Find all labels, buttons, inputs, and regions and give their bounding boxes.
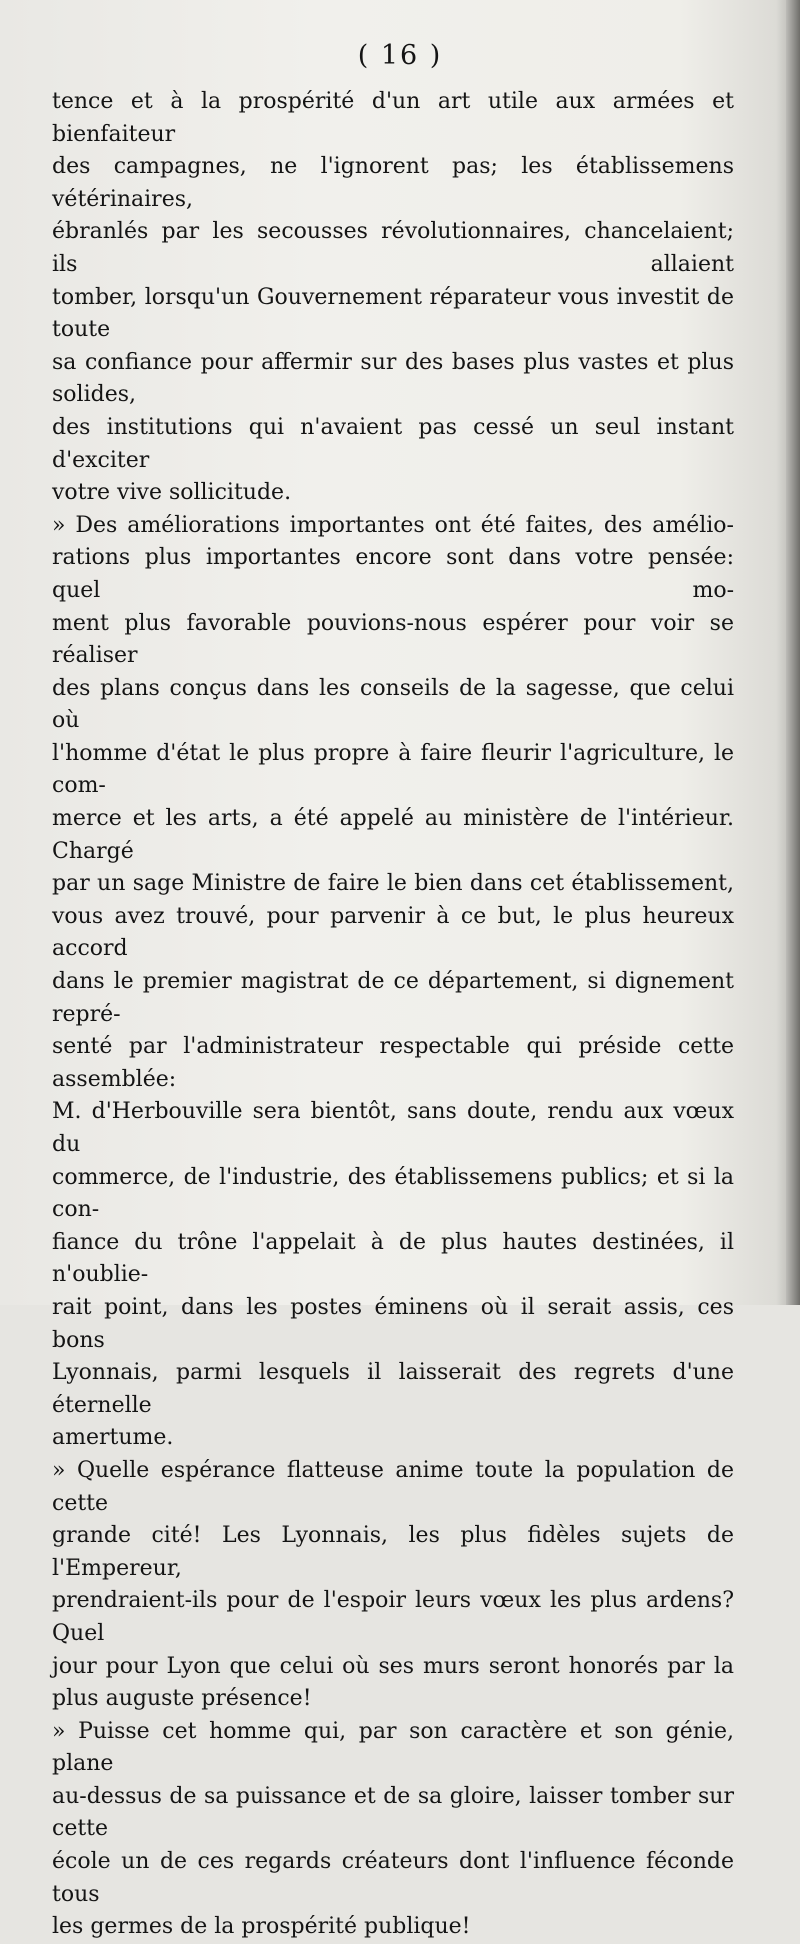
text-line: tence et à la prospérité d'un art utile aux armées et bienfaiteur	[52, 89, 734, 147]
page-edge-shadow	[786, 0, 800, 1305]
text-line: prendraient-ils pour de l'espoir leurs vœux les plus ardens? Quel	[52, 1588, 734, 1646]
text-line: senté par l'administrateur respectable qui préside cette assemblée:	[52, 1034, 734, 1092]
text-line: des plans conçus dans les conseils de la sagesse, que celui où	[52, 675, 734, 734]
text-line: ébranlés par les secousses révolutionnaires, chancelaient; ils allaient	[52, 219, 734, 277]
text-line: » Des améliorations importantes ont été faites, des amélio-	[52, 512, 734, 538]
text-line: merce et les arts, a été appelé au ministère de l'intérieur. Chargé	[52, 806, 734, 864]
text-line: tomber, lorsqu'un Gouvernement réparateur vous investit de toute	[52, 284, 734, 343]
text-line: des campagnes, ne l'ignorent pas; les établissemens vétérinaires,	[52, 154, 734, 212]
paragraph	[52, 1716, 734, 1944]
text-line: école un de ces regards créateurs dont l'influence féconde tous	[52, 1849, 734, 1907]
text-line: jour pour Lyon que celui où ses murs seront honorés par la	[52, 1653, 734, 1679]
text-line: par un sage Ministre de faire le bien dans cet établissement,	[52, 871, 734, 897]
text-line: fiance du trône l'appelait à de plus hautes destinées, il n'oublie-	[52, 1229, 734, 1288]
text-line: votre vive sollicitude.	[52, 480, 292, 506]
text-line: » Puisse cet homme qui, par son caractère et son génie, plane	[52, 1718, 734, 1777]
text-line: Lyonnais, parmi lesquels il laisserait des regrets d'une éternelle	[52, 1360, 734, 1418]
text-line: plus auguste présence!	[52, 1686, 312, 1712]
text-line: grande cité! Les Lyonnais, les plus fidèles sujets de l'Empereur,	[52, 1523, 734, 1581]
text-line: les germes de la prospérité publique!	[52, 1914, 471, 1940]
text-line: M. d'Herbouville sera bientôt, sans doute, rendu aux vœux du	[52, 1099, 734, 1157]
page-number: ( 16 )	[357, 40, 443, 71]
text-line: ment plus favorable pouvions-nous espérer pour voir se réaliser	[52, 610, 734, 669]
text-line: rations plus importantes encore sont dans votre pensée: quel mo-	[52, 545, 734, 603]
text-line: vous avez trouvé, pour parvenir à ce but, le plus heureux accord	[52, 903, 734, 962]
text-line: dans le premier magistrat de ce département, si dignement repré-	[52, 969, 734, 1027]
paragraph	[52, 510, 734, 1455]
paragraph	[52, 86, 734, 510]
text-line: au-dessus de sa puissance et de sa gloire, laisser tomber sur cette	[52, 1783, 734, 1842]
text-line: l'homme d'état le plus propre à faire fleurir l'agriculture, le com-	[52, 740, 734, 799]
text-line: rait point, dans les postes éminens où il serait assis, ces bons	[52, 1294, 734, 1353]
text-line: commerce, de l'industrie, des établissemens publics; et si la con-	[52, 1164, 734, 1223]
text-line: des institutions qui n'avaient pas cessé un seul instant d'exciter	[52, 414, 734, 473]
paragraph	[52, 1455, 734, 1716]
text-line: sa confiance pour affermir sur des bases plus vastes et plus solides,	[52, 349, 734, 408]
page-body-text	[52, 86, 734, 1944]
text-line: amertume.	[52, 1425, 174, 1451]
text-line: » Quelle espérance flatteuse anime toute la population de cette	[52, 1457, 734, 1516]
